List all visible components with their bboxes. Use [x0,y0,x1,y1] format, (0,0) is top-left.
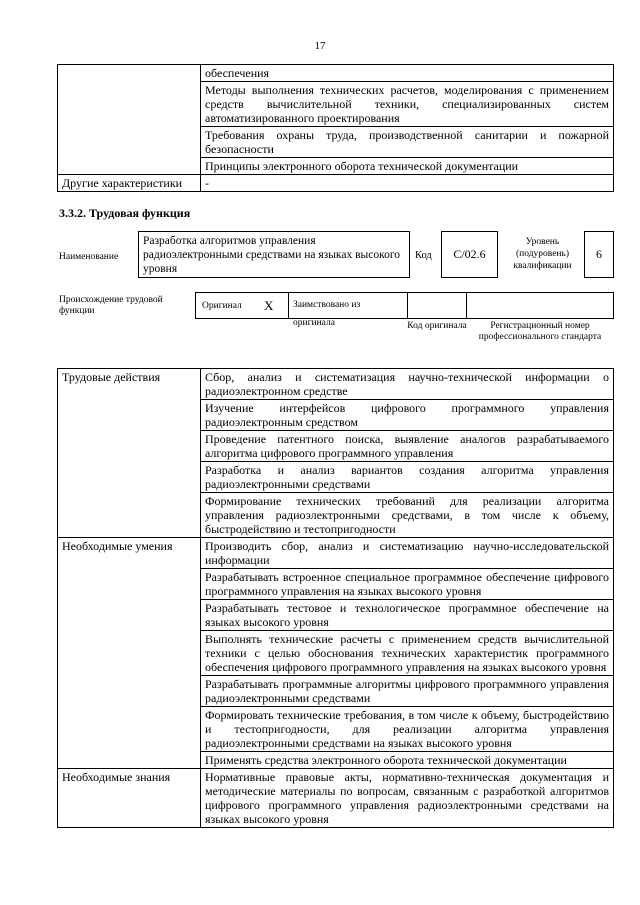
skill-row: Применять средства электронного оборота технической документации [201,752,614,769]
knowledge-item-row: Нормативные правовые акты, нормативно-техническая документация и методические материалы по вопросам, связанным с разработкой алгоритмов цифрового программного управления радиоэлектронными средствами на языках высокого уровня [201,769,614,828]
labor-action-row: Изучение интерфейсов цифрового программного управления радиоэлектронным средством [201,400,614,431]
origin-code-box [407,292,467,319]
knowledge-row: обеспечения [201,65,614,82]
function-name-value: Разработка алгоритмов управления радиоэлектронными средствами на языках высокого уровня [143,235,401,275]
function-code-box [441,231,498,278]
page-number: 17 [314,40,326,52]
level-box [584,231,614,278]
other-characteristics-label: Другие характеристики [58,175,201,192]
skill-row: Разрабатывать программные алгоритмы цифрового программного управления радиоэлектронными средствами [201,676,614,707]
function-code-value: C/02.6 [453,247,486,261]
labor-action-row: Разработка и анализ вариантов создания алгоритма управления радиоэлектронными средствами [201,462,614,493]
borrowed-box [288,292,408,328]
section-title: 3.3.2. Трудовая функция [59,206,191,220]
labor-action-row: Проведение патентного поиска, выявление аналогов разрабатываемого алгоритма цифрового программного управления [201,431,614,462]
function-details-table [57,368,614,828]
registration-caption: Регистрационный номер профессионального стандарта [478,321,602,342]
skill-row: Выполнять технические расчеты с применением средств вычислительной техники с целью обоснования технических характеристик программного обеспечения цифрового программного управления на языках высокого уровня [201,631,614,676]
skill-row: Разрабатывать тестовое и технологическое программное обеспечение на языках высокого уровня [201,600,614,631]
registration-number-box [466,292,614,319]
other-characteristics-value: - [201,175,614,192]
level-value: 6 [596,247,602,261]
previous-section-table [57,64,614,192]
knowledge-row: Принципы электронного оборота технической документации [201,158,614,175]
level-label: Уровень (подуровень) квалификации [513,237,572,271]
labor-action-row: Сбор, анализ и систематизация научно-технической информации о радиоэлектронном средстве [201,369,614,400]
knowledge-row: Методы выполнения технических расчетов, моделирования с применением средств вычислительной техники, специализированных систем автоматизированного проектирования [201,82,614,127]
labor-actions-label: Трудовые действия [58,369,201,538]
code-caption: Код оригинала [407,321,467,331]
knowledge-row: Требования охраны труда, производственной санитарии и пожарной безопасности [201,127,614,158]
original-label: Оригинал [202,301,242,311]
origin-label: Происхождение трудовой функции [59,295,163,316]
code-label: Код [415,250,432,261]
skill-row: Разрабатывать встроенное специальное программное обеспечение цифрового программного управления на языках высокого уровня [201,569,614,600]
skill-row: Формировать технические требования, в том числе к объему, быстродействию и тестопригодности, для реализации алгоритма управления радиоэлектронными средствами на языках высокого уровня [201,707,614,752]
skills-label: Необходимые умения [58,538,201,769]
labor-action-row: Формирование технических требований для реализации алгоритма управления радиоэлектронными средствами, в том числе к объему, быстродействию и тестопригодности [201,493,614,538]
borrowed-label: Заимствовано из оригинала [293,300,361,328]
original-box [195,292,289,319]
original-mark: X [264,298,274,313]
skill-row: Производить сбор, анализ и систематизацию научно-исследовательской информации [201,538,614,569]
empty-label-cell [58,65,201,175]
name-label: Наименование [59,252,119,262]
knowledge-label: Необходимые знания [58,769,201,828]
function-name-box [138,231,410,278]
